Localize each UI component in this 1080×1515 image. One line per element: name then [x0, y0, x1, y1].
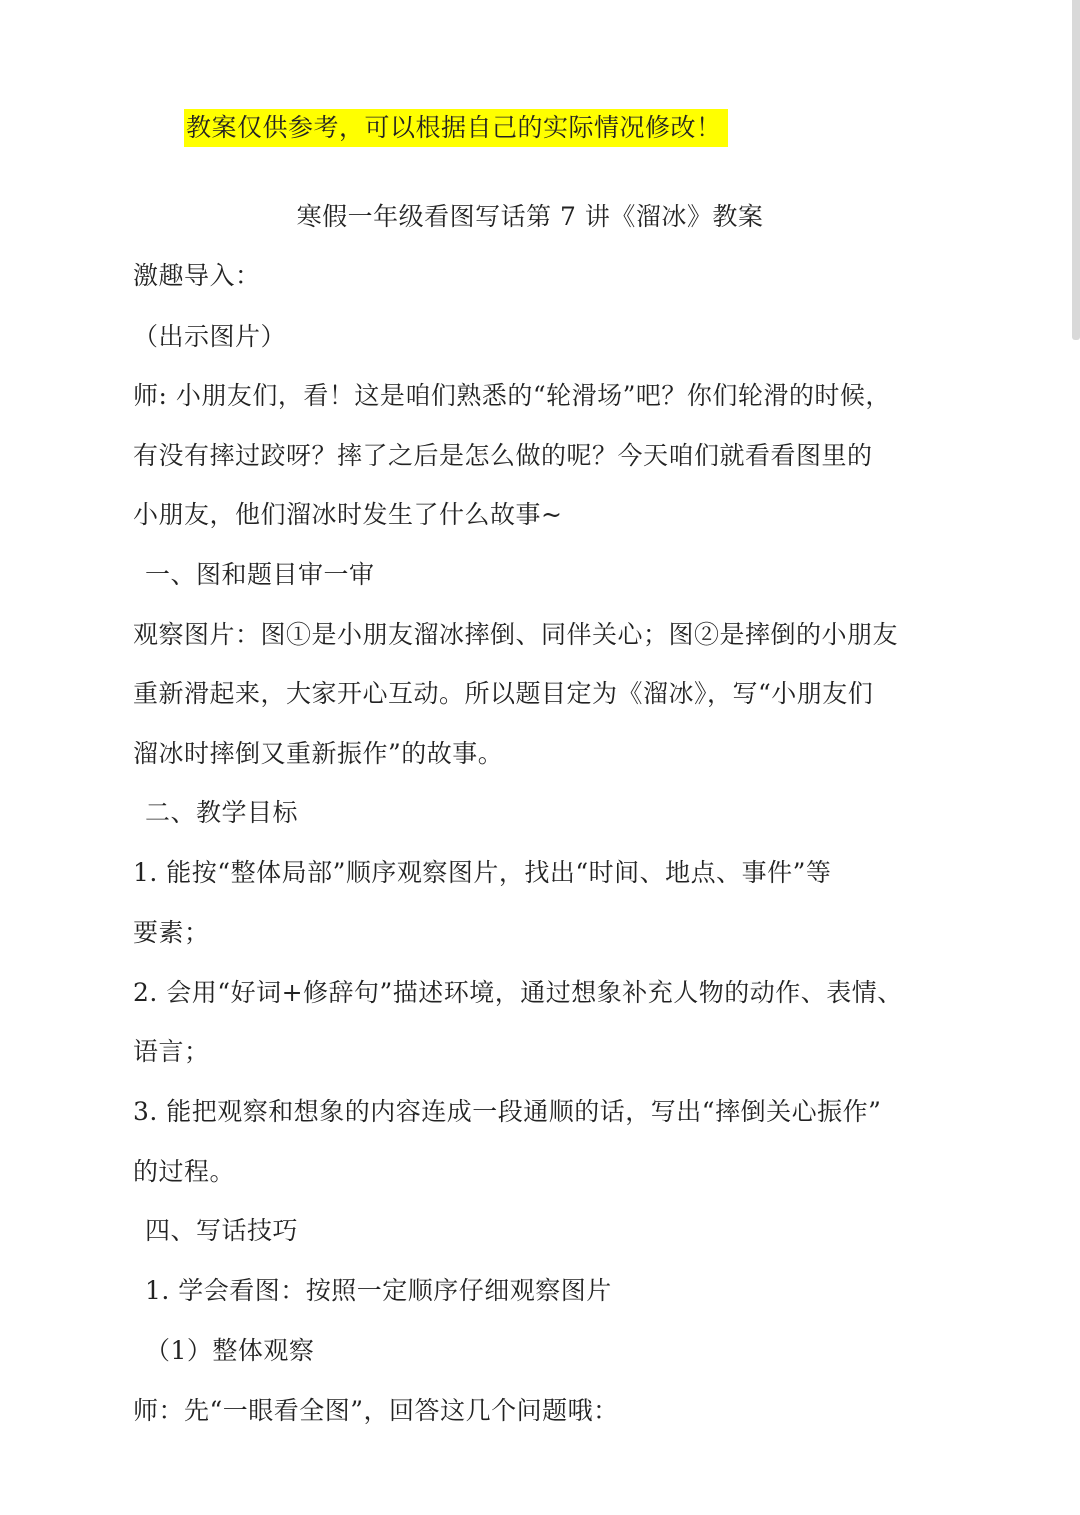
paragraph-line: 语言；	[133, 1037, 210, 1066]
paragraph-line: 要素；	[133, 918, 210, 947]
goal-item-2: 2. 会用“好词+修辞句”描述环境，通过想象补充人物的动作、表情、	[133, 978, 903, 1007]
scrollbar[interactable]	[1072, 0, 1080, 340]
paragraph-line: 有没有摔过跤呀？摔了之后是怎么做的呢？今天咱们就看看图里的	[133, 441, 873, 470]
highlighted-notice: 教案仅供参考，可以根据自己的实际情况修改！	[184, 109, 728, 147]
section-heading-1: 一、图和题目审一审	[145, 560, 375, 589]
section-heading-intro: 激趣导入：	[133, 261, 261, 290]
section-heading-2: 二、教学目标	[145, 798, 299, 827]
paragraph-line: 的过程。	[133, 1157, 236, 1186]
sub-subsection-heading: （1）整体观察	[145, 1336, 315, 1365]
paragraph-line: 小朋友，他们溜冰时发生了什么故事~	[133, 500, 563, 529]
paragraph-line: 重新滑起来，大家开心互动。所以题目定为《溜冰》，写“小朋友们	[133, 679, 874, 708]
goal-item-1: 1. 能按“整体局部”顺序观察图片，找出“时间、地点、事件”等	[133, 858, 832, 887]
paragraph-line: （出示图片）	[133, 322, 287, 351]
subsection-heading: 1. 学会看图：按照一定顺序仔细观察图片	[145, 1276, 612, 1305]
paragraph-line: 师：先“一眼看全图”，回答这几个问题哦：	[133, 1396, 619, 1425]
paragraph-line: 观察图片：图①是小朋友溜冰摔倒、同伴关心；图②是摔倒的小朋友	[133, 620, 899, 649]
paragraph-line: 师: 小朋友们，看！这是咱们熟悉的“轮滑场”吧？你们轮滑的时候，	[133, 381, 891, 410]
document-title: 寒假一年级看图写话第 7 讲《溜冰》教案	[296, 202, 764, 231]
paragraph-line: 溜冰时摔倒又重新振作”的故事。	[133, 739, 504, 768]
goal-item-3: 3. 能把观察和想象的内容连成一段通顺的话，写出“摔倒关心振作”	[133, 1097, 882, 1126]
section-heading-4: 四、写话技巧	[145, 1216, 299, 1245]
